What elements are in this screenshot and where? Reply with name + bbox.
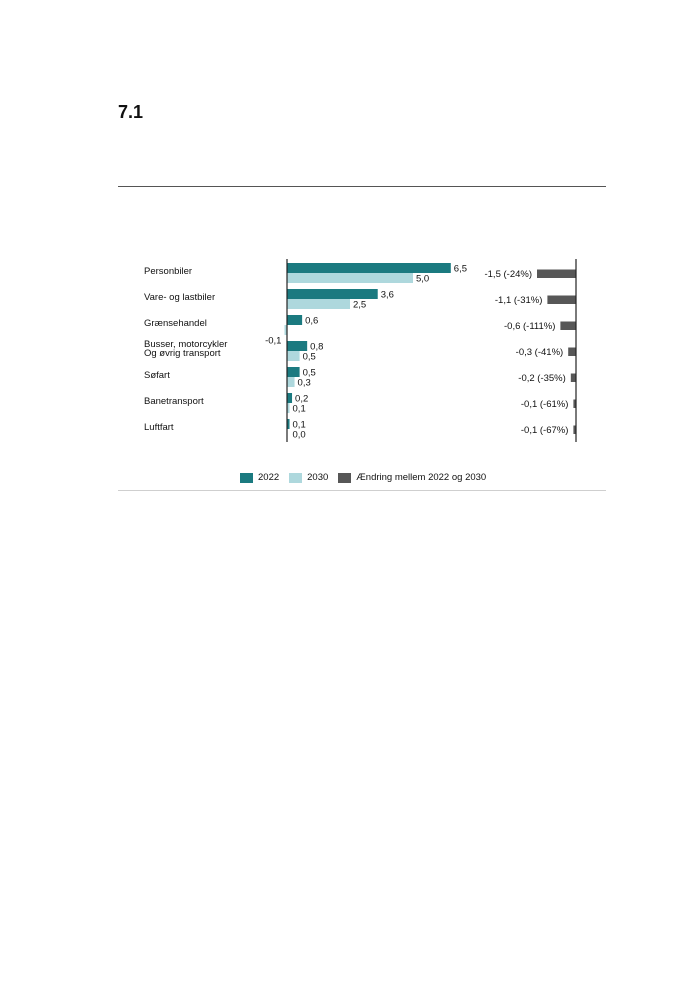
legend-label-2022: 2022 <box>258 472 280 483</box>
legend-swatch-2030 <box>289 473 302 483</box>
bar-2030 <box>287 273 413 283</box>
bar-2022 <box>287 315 302 325</box>
section-number: 7.1 <box>118 102 144 122</box>
category-label: Banetransport <box>144 396 204 407</box>
bottom-rule <box>118 490 606 491</box>
bar-change <box>560 322 576 331</box>
legend-swatch-change <box>338 473 351 483</box>
bar-change <box>547 296 576 305</box>
bar-2022 <box>287 367 300 377</box>
value-label-2022: 0,5 <box>302 367 316 379</box>
value-label-2030: -0,1 <box>265 335 282 347</box>
change-label: -0,2 (-35%) <box>518 373 566 384</box>
bar-2022 <box>287 393 292 403</box>
category-label: Vare- og lastbiler <box>144 292 216 303</box>
value-label-2022: 0,8 <box>310 341 324 353</box>
legend-item-2022 <box>240 472 279 483</box>
legend-item-change <box>338 472 486 483</box>
change-label: -0,6 (-111%) <box>504 321 556 332</box>
change-label: -1,5 (-24%) <box>484 269 532 280</box>
value-label-2030: 0,0 <box>292 429 306 441</box>
change-label: -0,1 (-61%) <box>520 399 569 410</box>
chart-legend <box>240 472 496 483</box>
value-label-2022: 0,6 <box>305 315 319 327</box>
bar-2030 <box>287 299 350 309</box>
value-label-2030: 0,5 <box>302 351 316 363</box>
category-label: Grænsehandel <box>144 318 207 329</box>
value-label-2022: 0,1 <box>292 419 306 431</box>
legend-label-change: Ændring mellem 2022 og 2030 <box>356 472 487 483</box>
legend-label-2030: 2030 <box>307 472 329 483</box>
bar-2022 <box>287 341 307 351</box>
category-label: Søfart <box>144 370 170 381</box>
bar-change <box>571 374 576 383</box>
value-label-2030: 5,0 <box>416 273 430 285</box>
category-label: Personbiler <box>144 266 193 277</box>
bar-2030 <box>287 377 295 387</box>
bar-2030 <box>287 351 300 361</box>
value-label-2022: 6,5 <box>453 263 468 275</box>
value-label-2022: 3,6 <box>380 289 394 301</box>
category-label: Luftfart <box>144 422 174 433</box>
legend-item-2030 <box>289 472 328 483</box>
bar-2022 <box>287 289 378 299</box>
value-label-2030: 2,5 <box>353 299 367 311</box>
value-label-2022: 0,2 <box>295 393 309 405</box>
change-label: -1,1 (-31%) <box>494 295 543 306</box>
category-label: Og øvrig transport <box>144 348 221 359</box>
value-label-2030: 0,3 <box>297 377 311 389</box>
bar-2022 <box>287 263 451 273</box>
bar-change <box>537 270 576 279</box>
change-label: -0,1 (-67%) <box>520 425 569 436</box>
value-label-2030: 0,1 <box>292 403 306 415</box>
category-label: Busser, motorcykler <box>144 339 228 350</box>
bar-change <box>568 348 576 357</box>
legend-swatch-2022 <box>240 473 253 483</box>
change-label: -0,3 (-41%) <box>515 347 564 358</box>
